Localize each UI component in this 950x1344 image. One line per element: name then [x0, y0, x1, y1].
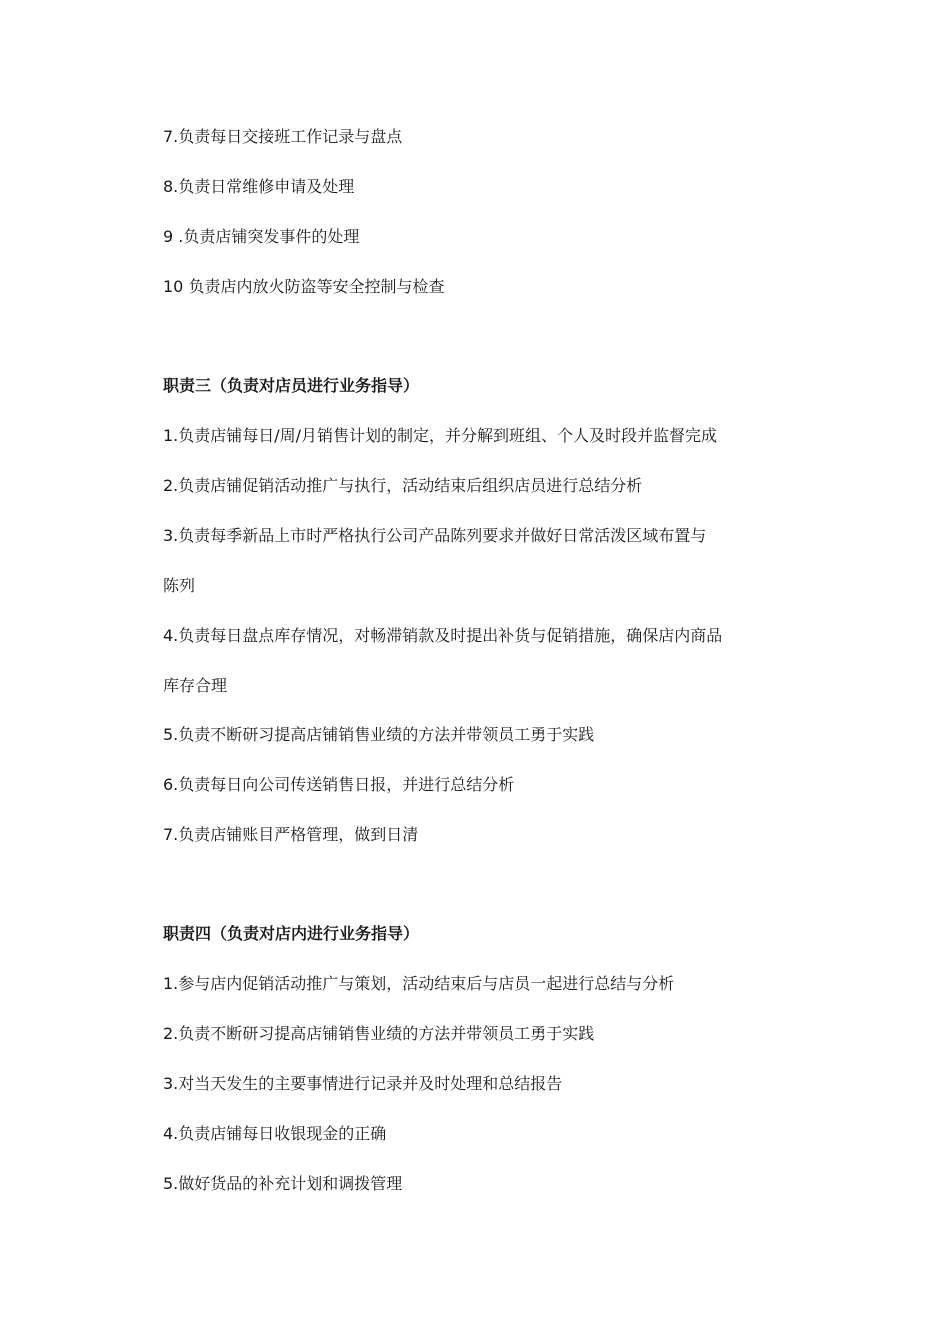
duty-item: 1.参与店内促销活动推广与策划，活动结束后与店员一起进行总结与分析 — [163, 974, 675, 993]
duty-item: 10 负责店内放火防盗等安全控制与检查 — [163, 277, 445, 296]
duty-item: 7.负责每日交接班工作记录与盘点 — [163, 127, 403, 146]
duty-item: 4.负责每日盘点库存情况，对畅滞销款及时提出补货与促销措施，确保店内商品 — [163, 626, 723, 645]
duty-item: 5.负责不断研习提高店铺销售业绩的方法并带领员工勇于实践 — [163, 725, 595, 744]
duty-item: 2.负责店铺促销活动推广与执行，活动结束后组织店员进行总结分析 — [163, 476, 643, 495]
duty-item: 3.负责每季新品上市时严格执行公司产品陈列要求并做好日常活泼区域布置与 — [163, 526, 707, 545]
section-heading: 职责四（负责对店内进行业务指导） — [163, 924, 420, 943]
duty-item: 4.负责店铺每日收银现金的正确 — [163, 1124, 387, 1143]
duty-item: 3.对当天发生的主要事情进行记录并及时处理和总结报告 — [163, 1074, 563, 1093]
duty-item: 7.负责店铺账目严格管理，做到日清 — [163, 825, 419, 844]
duty-item: 5.做好货品的补充计划和调拨管理 — [163, 1174, 403, 1193]
section-heading: 职责三（负责对店员进行业务指导） — [163, 376, 420, 395]
duty-item: 9 .负责店铺突发事件的处理 — [163, 227, 360, 246]
duty-item: 2.负责不断研习提高店铺销售业绩的方法并带领员工勇于实践 — [163, 1024, 595, 1043]
duty-item: 6.负责每日向公司传送销售日报，并进行总结分析 — [163, 775, 515, 794]
duty-item-continuation: 陈列 — [163, 576, 196, 595]
duty-item-continuation: 库存合理 — [163, 676, 228, 695]
duty-item: 1.负责店铺每日/周/月销售计划的制定，并分解到班组、个人及时段并监督完成 — [163, 426, 718, 445]
duty-item: 8.负责日常维修申请及处理 — [163, 177, 355, 196]
